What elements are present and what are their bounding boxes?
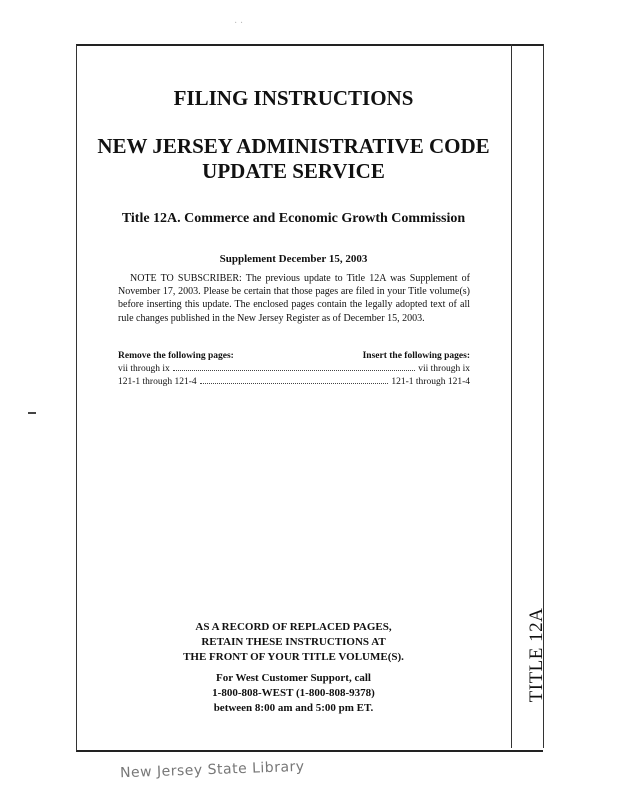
- remove-pages: 121-1 through 121-4: [118, 376, 197, 387]
- customer-support: [76, 671, 511, 716]
- record-line: AS A RECORD OF REPLACED PAGES,: [195, 621, 392, 633]
- insert-header: Insert the following pages:: [362, 351, 470, 361]
- library-stamp: New Jersey State Library: [119, 758, 305, 782]
- dot-leader: [173, 370, 416, 371]
- record-instructions: [76, 620, 511, 665]
- title-tab-label: TITLE 12A: [526, 607, 547, 703]
- record-line: THE FRONT OF YOUR TITLE VOLUME(S).: [183, 651, 404, 663]
- code-title-line1: NEW JERSEY ADMINISTRATIVE CODE: [97, 134, 490, 158]
- dot-leader: [200, 383, 389, 384]
- record-line: RETAIN THESE INSTRUCTIONS AT: [201, 636, 386, 648]
- remove-pages: vii through ix: [118, 364, 170, 374]
- support-line: For West Customer Support, call: [216, 672, 371, 684]
- scan-speck: · ·: [234, 18, 244, 29]
- code-title: [76, 134, 511, 184]
- support-hours: between 8:00 am and 5:00 pm ET.: [213, 702, 374, 714]
- insert-pages: vii through ix: [418, 364, 470, 374]
- remove-header: Remove the following pages:: [118, 351, 234, 361]
- title-section-heading: Title 12A. Commerce and Economic Growth Commission: [121, 211, 466, 226]
- margin-mark: [28, 412, 36, 414]
- code-title-line2: UPDATE SERVICE: [202, 159, 385, 183]
- table-row: [118, 376, 470, 389]
- table-header: [118, 351, 470, 361]
- subscriber-note: NOTE TO SUBSCRIBER: The previous update to Title 12A was Supplement of November 17, 2003. Please be certain that those pages are filed in your Title volume(s) before inserting this update. The enclosed pages contain the legally adopted text of all rule changes published in the New Jersey Register as of December 15, 2003.: [118, 273, 470, 324]
- insert-pages: 121-1 through 121-4: [391, 376, 470, 387]
- page-replacement-table: [118, 351, 470, 388]
- support-phone: 1-800-808-WEST (1-800-808-9378): [212, 687, 375, 699]
- supplement-date: Supplement December 15, 2003: [219, 253, 368, 265]
- table-row: [118, 363, 470, 376]
- filing-instructions-title: FILING INSTRUCTIONS: [173, 86, 414, 110]
